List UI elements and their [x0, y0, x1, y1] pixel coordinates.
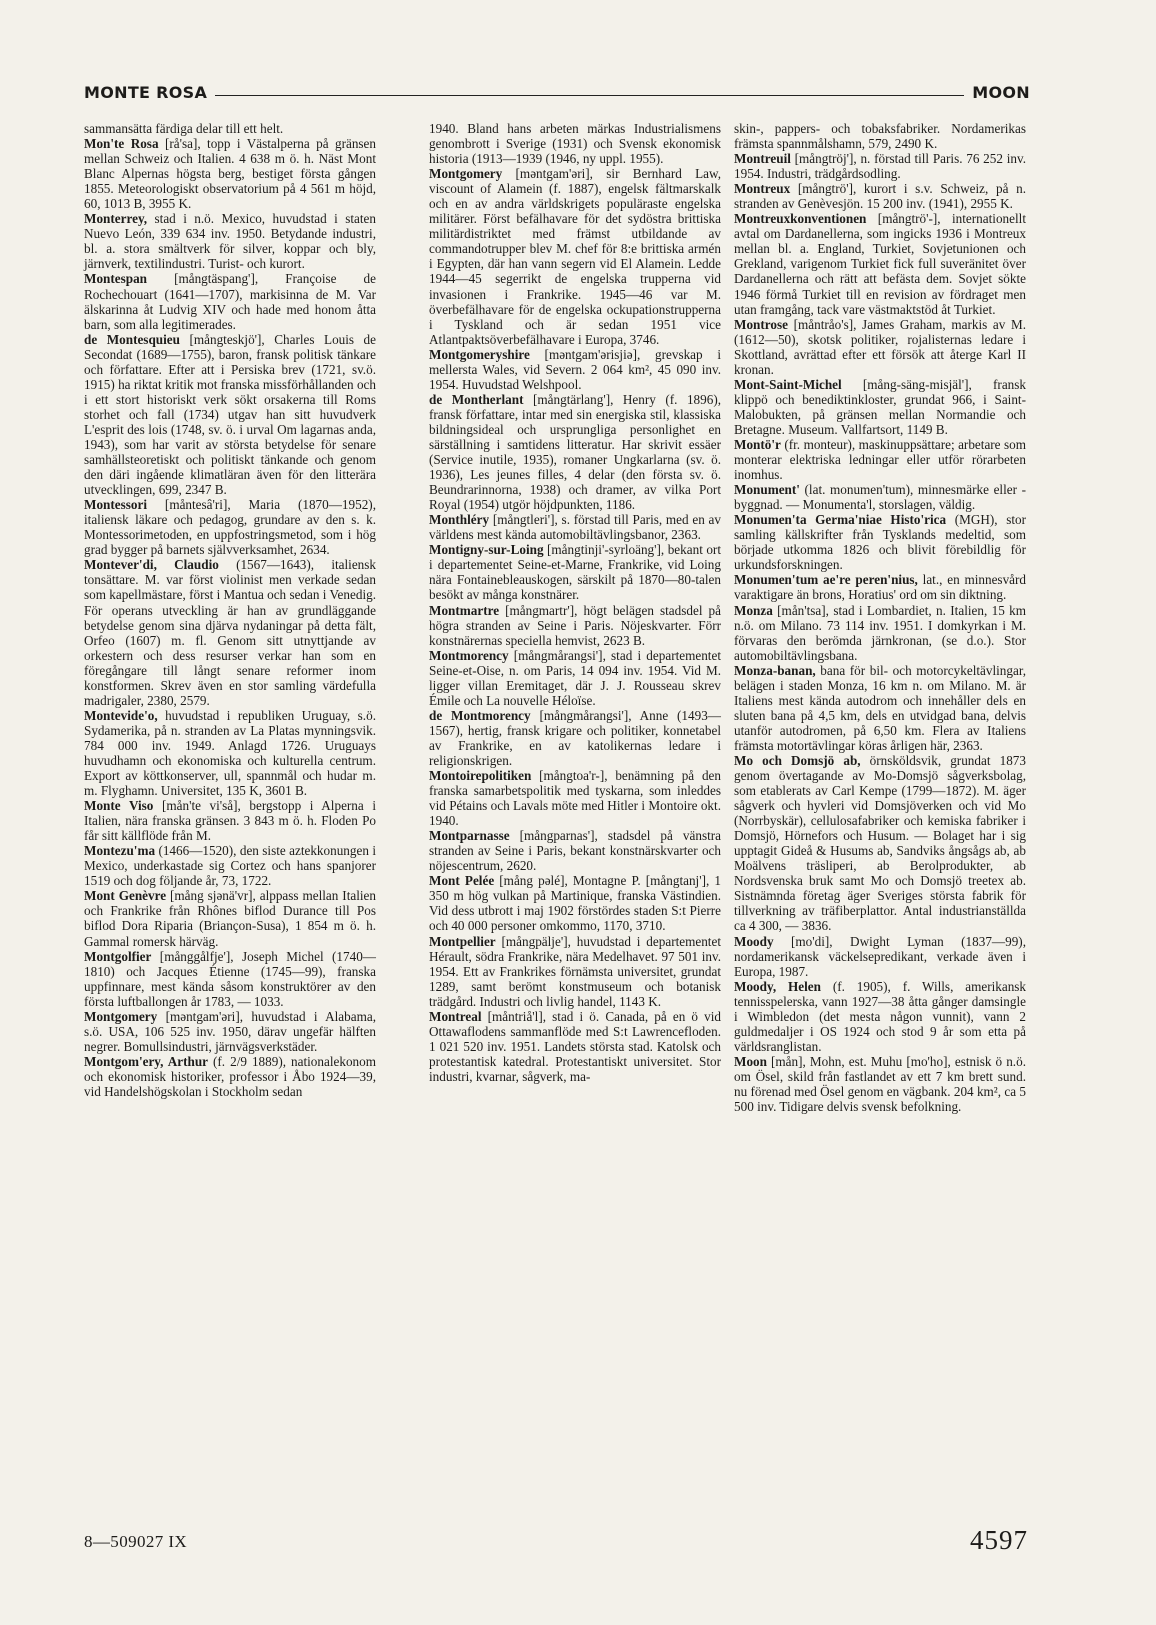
- entry-headword: Montessori: [84, 497, 147, 513]
- entry-text: [mångmartr'], högt belägen stadsdel på högra stranden av Seine i Paris. Nöjeskvarter. Förr konstnärernas speciella hemvist, 2623 B.: [429, 602, 721, 648]
- entry-text: [månggålfje'], Joseph Michel (1740—1810) och Jacques Étienne (1745—99), franska uppfinnare, mest kända såsom konstruktörer av den första luftballongen år 1783, — 1033.: [84, 948, 376, 1009]
- dictionary-entry: [734, 753, 1026, 934]
- entry-headword: Montpellier: [429, 933, 496, 949]
- entry-headword: Montreuil: [734, 151, 791, 167]
- entry-headword: Montgolfier: [84, 948, 152, 964]
- entry-text: [måntesâ'ri], Maria (1870—1952), italiensk läkare och pedagog, grundare av den s. k. Montessorimetoden, en uppfostringsmetod, som i hög grad bygger på barnets självverksamhet, 2634.: [84, 497, 376, 558]
- entry-headword: Montö'r: [734, 436, 781, 452]
- entry-text: [mångpälje'], huvudstad i departementet Hérault, södra Frankrike, nära Medelhavet. 97 501 inv. 1954. Ett av Frankrikes förnämsta universitet, grundat 1289, samt berömt konstmuseum och botanisk trädgård. Industri och livlig handel, 1143 K.: [429, 933, 721, 1009]
- dictionary-entry: [429, 708, 721, 768]
- dictionary-entry: [429, 934, 721, 1009]
- entry-headword: de Montherlant: [429, 391, 524, 407]
- entry-headword: Mont Genèvre: [84, 888, 167, 904]
- entry-text: [mångmårangsi'], stad i departementet Seine-et-Oise, n. om Paris, 14 094 inv. 1954. Vid M. ligger villan Eremitaget, där J. J. Rousseau skrev Émile och La nouvelle Héloïse.: [429, 647, 721, 708]
- dictionary-entry: [734, 437, 1026, 482]
- dictionary-entry: [734, 211, 1026, 316]
- dictionary-entry: [734, 377, 1026, 437]
- entry-headword: Mont-Saint-Michel: [734, 376, 842, 392]
- entry-headword: Monterrey,: [84, 211, 148, 227]
- dictionary-entry: [734, 151, 1026, 181]
- dictionary-entry: [84, 136, 376, 211]
- entry-text: [mångtäspang'], Françoise de Rochechouart (1641—1707), markisinna de M. Var älskarinna åt Ludvig XIV och hade med honom åtta barn, som alla legitimerades.: [84, 271, 376, 332]
- header-right-keyword: MOON: [972, 83, 1030, 102]
- dictionary-entry: [84, 798, 376, 843]
- dictionary-entry: [84, 557, 376, 707]
- header-rule: [215, 95, 964, 96]
- entry-headword: Montgomery: [429, 166, 503, 182]
- entry-headword: Mont Pelée: [429, 873, 495, 889]
- entry-headword: Montmorency: [429, 647, 509, 663]
- entry-headword: Montgomeryshire: [429, 346, 530, 362]
- entry-headword: Moon: [734, 1053, 767, 1069]
- dictionary-entry: [84, 843, 376, 888]
- entry-text: [mån'te vi'så], bergstopp i Alperna i Italien, nära franska gränsen. 3 843 m ö. h. Floden Po får sitt källflöde från M.: [84, 798, 376, 844]
- entry-text: örnsköldsvik, grundat 1873 genom övertagande av Mo-Domsjö sågverksbolag, som etablerats av Carl Kempe (1799—1872). M. äger sågverk och hyvleri vid Domsjöverken och vid Mo (Norrbyskär), cellulosafabriker och kemiska fabriker i Domsjö, Hörnefors och Husum. — Bolaget har i sig upptagit Gideå & Husums ab, Sandviks ångsågs ab, ab Moälvens träsliperi, ab Berolprodukter, ab Nordsvenska bruk samt Mo och Domsjö treetex ab. Sistnämnda företag äger Sveriges största fabrik för tillverkning av träfiberplattor. Antal industrianställda ca 4 300, — 3836.: [734, 752, 1026, 934]
- dictionary-entry: [429, 347, 721, 392]
- entry-headword: Monument': [734, 482, 800, 498]
- dictionary-entry: [429, 542, 721, 602]
- entry-text: [mångtinji'-syrloäng'], bekant ort i departementet Seine-et-Marne, Frankrike, vid Loing nära Fontainebleauskogen, särskilt på 1870—80-talen besökt av många konstnärer.: [429, 542, 721, 603]
- entry-headword: Monte Viso: [84, 798, 154, 814]
- entry-text: lat., en minnesvård varaktigare än brons, Horatius' ord om sin diktning.: [734, 572, 1026, 603]
- entry-text: (fr. monteur), maskinuppsättare; arbetare som monterar elektriska ledningar eller utför rörarbeten inomhus.: [734, 436, 1026, 483]
- entry-text: [rå'sa], topp i Västalperna på gränsen mellan Schweiz och Italien. 4 638 m ö. h. Näst Mont Blanc Alpernas högsta berg, bestiget första gången 1855. Meteorologiskt observatorium på 4 561 m höjd, 60, 1013 B, 3955 K.: [84, 136, 376, 212]
- entry-text: stad i n.ö. Mexico, huvudstad i staten Nuevo León, 339 634 inv. 1950. Betydande industri, bl. a. stora smältverk för silver, koppar och bly, järnverk, textilindustri. Turist- och kurort.: [84, 211, 376, 272]
- column-2: [429, 121, 721, 1084]
- entry-text: [mång sjənä'vr], alppass mellan Italien och Frankrike från Rhônes biflod Durance till Pos biflod Dora Riparia (Briançon-Susa), 1 854 m ö. h. Gammal romersk härväg.: [84, 888, 376, 949]
- dictionary-entry: [429, 166, 721, 347]
- entry-text: [məntgam'əri], sir Bernhard Law, viscount of Alamein (f. 1887), engelsk fältmarskalk och en av andra världskrigets populäraste engelska militärer. Först befälhavare för det sydöstra brittiska militärdistriktet med främst utbildande av commandotrupper blev M. chef för 8:e brittiska armén i Egypten, där han vann segern vid El Alamein. Ledde 1944—45 segerrikt de engelska trupperna vid invasionen i Frankrike. 1945—46 var M. överbefälhavare för de engelska ockupationstrupperna i Tyskland och är sedan 1951 vice Atlantpaktsöverbefälhavare i Europa, 3746.: [429, 166, 721, 347]
- running-header: [84, 79, 1030, 103]
- entry-headword: Monumen'tum ae're peren'nius,: [734, 572, 918, 588]
- entry-text: (1466—1520), den siste aztekkonungen i Mexico, underkastade sig Cortez och hans spanjorer 1519 och dog följande år, 73, 1722.: [84, 843, 376, 889]
- entry-headword: Montrose: [734, 316, 788, 332]
- entry-headword: Montezu'ma: [84, 843, 156, 859]
- entry-headword: Montmartre: [429, 602, 500, 618]
- entry-text: skin-, pappers- och tobaksfabriker. Nordamerikas främsta spannmålshamn, 579, 2490 K.: [734, 121, 1026, 152]
- dictionary-entry: [84, 332, 376, 498]
- dictionary-entry: [734, 934, 1026, 979]
- column-3: [734, 121, 1026, 1114]
- entry-headword: Mon'te Rosa: [84, 136, 159, 152]
- header-left-keyword: MONTE ROSA: [84, 83, 208, 102]
- entry-text: huvudstad i republiken Uruguay, s.ö. Sydamerika, på n. stranden av La Platas mynningsvik. 784 000 inv. 1949. Anlagd 1726. Uruguays huvudhamn och ekonomiska och kulturella centrum. Export av köttkonserver, ull, spannmål och hudar m. m. Flyghamn. Universitet, 135 K, 3601 B.: [84, 707, 376, 799]
- entry-text: [mo'di], Dwight Lyman (1837—99), nordamerikansk väckelsepredikant, verkade även i Europa, 1987.: [734, 933, 1026, 979]
- entry-text: 1940. Bland hans arbeten märkas Industrialismens genombrott i Sverige (1931) och Svensk ekonomisk historia (1913—1939 (1946, ny uppl. 1955).: [429, 121, 721, 167]
- entry-text: [mångtrö'-], internationellt avtal om Dardanellerna, som ingicks 1936 i Montreux mellan bl. a. England, Turkiet, Sovjetunionen och Grekland, varigenom Turkiet fick full suveränitet över Dardanellerna och rätt att befästa dem. Sovjet sökte 1946 förmå Turkiet till en revision av fördraget men utan framgång, tack vare västmaktstöd åt Turkiet.: [734, 211, 1026, 317]
- entry-headword: Mo och Domsjö ab,: [734, 752, 861, 768]
- entry-text: [måntråo's], James Graham, markis av M. (1612—50), skotsk politiker, rojalisternas ledare i Skottland, avrättad efter ett försök att återge Karl II kronan.: [734, 316, 1026, 377]
- entry-headword: de Montesquieu: [84, 331, 180, 347]
- dictionary-entry: [429, 1009, 721, 1084]
- dictionary-entry: [84, 708, 376, 798]
- entry-text: (f. 1905), f. Wills, amerikansk tennisspelerska, vann 1927—38 åtta gånger damsingle i Wimbledon (det mesta någon vunnit), vann 2 guldmedaljer i OS 1924 och stod 9 år som etta på världsranglistan.: [734, 978, 1027, 1054]
- dictionary-entry: [84, 1009, 376, 1054]
- entry-text: (MGH), stor samling källskrifter från Tysklands medeltid, som började utkomma 1826 och blivit förebildlig för urkundsforskningen.: [734, 512, 1026, 573]
- dictionary-entry: [429, 603, 721, 648]
- page-number: 4597: [970, 1525, 1028, 1555]
- dictionary-entry: [734, 482, 1026, 512]
- entry-text: [mångtröj'], n. förstad till Paris. 76 252 inv. 1954. Industri, trädgårdsodling.: [734, 151, 1026, 182]
- entry-headword: Montreux: [734, 181, 791, 197]
- entry-text: bana för bil- och motorcykeltävlingar, belägen i staden Monza, 16 km n. om Milano. M. är Italiens mest kända autodrom och innehåller dels en sluten bana på 4,5 km, dels en utvidgad bana, delvis utanför autodromen, på 6,50 km. Flera av Italiens främsta motortävlingar köras årligen här, 2363.: [734, 662, 1026, 753]
- entry-text: [mångtoa'r-], benämning på den franska samarbetspolitik med tyskarna, som inleddes vid Pétains och Lavals möte med Hitler i Montoire okt. 1940.: [429, 768, 721, 829]
- entry-headword: Montevide'o,: [84, 707, 158, 723]
- entry-text: (1567—1643), italiensk tonsättare. M. var först violinist men verkade sedan som kapellmästare, först i Mantua och sedan i Venedig. För operans utveckling är han av grundläggande betydelse genom sina djärva nydaningar på detta fält, Orfeo (1607) m. fl. Genom sitt utnyttjande av orkestern och dess resurser verkar han som en föregångare till långt senare reformer inom konstformen. Skrev även en stor samling värdefulla madrigaler, 2380, 2579.: [84, 557, 377, 708]
- dictionary-entry: [734, 121, 1026, 151]
- entry-text: [mångtleri'], s. förstad till Paris, med en av världens mest kända automobiltävlingsbanor, 2363.: [429, 512, 721, 543]
- entry-text: [mångtrö'], kurort i s.v. Schweiz, på n. stranden av Genèvesjön. 15 200 inv. (1941), 2955 K.: [734, 181, 1026, 212]
- entry-headword: de Montmorency: [429, 707, 531, 723]
- entry-text: [mångparnas'], stadsdel på vänstra stranden av Seine i Paris, bekant konstnärskvarter och nöjescentrum, 2620.: [429, 828, 721, 874]
- dictionary-entry: [734, 512, 1026, 572]
- entry-text: [mångmårangsi'], Anne (1493—1567), hertig, fransk krigare och politiker, konnetabel av Frankrike, en av katolikernas ledare i religionskrigen.: [429, 707, 721, 768]
- entry-headword: Montreuxkonventionen: [734, 211, 867, 227]
- dictionary-entry: [734, 317, 1026, 377]
- dictionary-entry: [84, 1054, 376, 1099]
- dictionary-entry: [84, 211, 376, 271]
- dictionary-entry: [84, 121, 376, 136]
- dictionary-entry: [84, 271, 376, 331]
- printer-signature: 8—509027 IX: [84, 1532, 188, 1551]
- dictionary-entry: [429, 121, 721, 166]
- dictionary-entry: [429, 392, 721, 512]
- entry-headword: Montoirepolitiken: [429, 768, 532, 784]
- entry-text: [mångtärlang'], Henry (f. 1896), fransk författare, intar med sin energiska stil, klassiska bildningsideal och ursprungliga personlighet en särställning i samtidens litteratur. Har skrivit essäer (Service inutile, 1935), romaner Ungkarlarna (sv. ö. 1936), Les jeunes filles, 4 delar (den första sv. ö. Beundrarinnorna, 1938) och dramer, av vilka Port Royal (1954) utgör höjdpunkten, 1186.: [429, 391, 722, 513]
- column-1: [84, 121, 376, 1099]
- entry-text: [mån'tsa], stad i Lombardiet, n. Italien, 15 km n.ö. om Milano. 73 114 inv. 1951. I domkyrkan i M. förvaras den berömda järnkronan, (se d.o.). Stor automobiltävlingsbana.: [734, 602, 1026, 663]
- entry-text: [məntgam'ərisjiə], grevskap i mellersta Wales, vid Severn. 2 064 km², 45 090 inv. 1954. Huvudstad Welshpool.: [429, 346, 721, 392]
- dictionary-entry: [429, 873, 721, 933]
- entry-headword: Montigny-sur-Loing: [429, 542, 544, 558]
- entry-headword: Montespan: [84, 271, 148, 287]
- dictionary-entry: [734, 1054, 1026, 1114]
- entry-headword: Montever'di, Claudio: [84, 557, 219, 573]
- entry-text: [mån], Mohn, est. Muhu [mo'ho], estnisk ö n.ö. om Ösel, skild från fastlandet av ett 7 km brett sund. nu förenad med Ösel genom en vägbank. 204 km², ca 5 500 inv. Tidigare delvis svensk befolkning.: [734, 1053, 1026, 1115]
- entry-headword: Moody, Helen: [734, 978, 821, 994]
- entry-headword: Monumen'ta Germa'niae Histo'rica: [734, 512, 947, 528]
- entry-headword: Montgomery: [84, 1008, 158, 1024]
- entry-text: [mång-säng-misjäl'], fransk klippö och benediktinkloster, grundat 966, i Saint-Malobukten, på gränsen mellan Normandie och Bretagne. Museum. Vallfartsort, 1149 B.: [734, 376, 1026, 437]
- entry-text: (f. 2/9 1889), nationalekonom och ekonomisk historiker, professor i Åbo 1924—39, vid Handelshögskolan i Stockholm sedan: [84, 1053, 376, 1099]
- entry-headword: Montparnasse: [429, 828, 510, 844]
- dictionary-entry: [734, 603, 1026, 663]
- entry-headword: Monthléry: [429, 512, 490, 528]
- entry-headword: Montreal: [429, 1008, 482, 1024]
- entry-headword: Monza: [734, 602, 773, 618]
- entry-headword: Montgom'ery, Arthur: [84, 1053, 209, 1069]
- dictionary-entry: [429, 768, 721, 828]
- dictionary-entry: [84, 497, 376, 557]
- dictionary-entry: [429, 648, 721, 708]
- entry-text: [mångteskjö'], Charles Louis de Secondat (1689—1755), baron, fransk politisk tänkare och författare. Efter att i Persiska brev (1721, sv.ö. 1915) ha riktat kritik mot franska missförhållanden och i ett stort historiskt verk sökt orsakerna till Roms storhet och fall (1734) utgav han sitt huvudverk L'esprit des lois (1748, sv. ö. i urval Om lagarnas anda, 1943), som har varit av största betydelse för senare samhällsteoretiskt och politiskt tänkande och genom den däri ingående klimatläran även för den litterära utvecklingen, 699, 2347 B.: [84, 331, 376, 498]
- entry-text: (lat. monumen'tum), minnesmärke eller -byggnad. — Monumenta'l, storslagen, väldig.: [734, 482, 1026, 513]
- entry-text: [mång pəlé], Montagne P. [mångtanj'], 1 350 m hög vulkan på Martinique, franska Västindien. Vid dess utbrott i maj 1902 förstördes staden S:t Pierre och 40 000 personer omkommo, 1170, 3710.: [429, 873, 721, 934]
- entry-text: sammansätta färdiga delar till ett helt.: [84, 121, 284, 136]
- entry-headword: Monza-banan,: [734, 662, 816, 678]
- dictionary-entry: [734, 663, 1026, 753]
- dictionary-entry: [84, 888, 376, 948]
- dictionary-entry: [734, 979, 1026, 1054]
- dictionary-entry: [734, 572, 1026, 602]
- entry-text: [məntgam'əri], huvudstad i Alabama, s.ö. USA, 106 525 inv. 1950, därav ungefär hälften negrer. Bomullsindustri, järnvägsverkstäder.: [84, 1008, 376, 1054]
- entry-text: [måntriå'l], stad i ö. Canada, på en ö vid Ottawaflodens sammanflöde med S:t Lawrencefloden. 1 021 520 inv. 1951. Landets största stad. Katolsk och protestantisk katedral. Protestantiskt universitet. Stor industri, kvarnar, sågverk, ma-: [429, 1008, 721, 1084]
- dictionary-entry: [84, 949, 376, 1009]
- dictionary-entry: [429, 512, 721, 542]
- entry-headword: Moody: [734, 933, 774, 949]
- dictionary-entry: [734, 181, 1026, 211]
- dictionary-entry: [429, 828, 721, 873]
